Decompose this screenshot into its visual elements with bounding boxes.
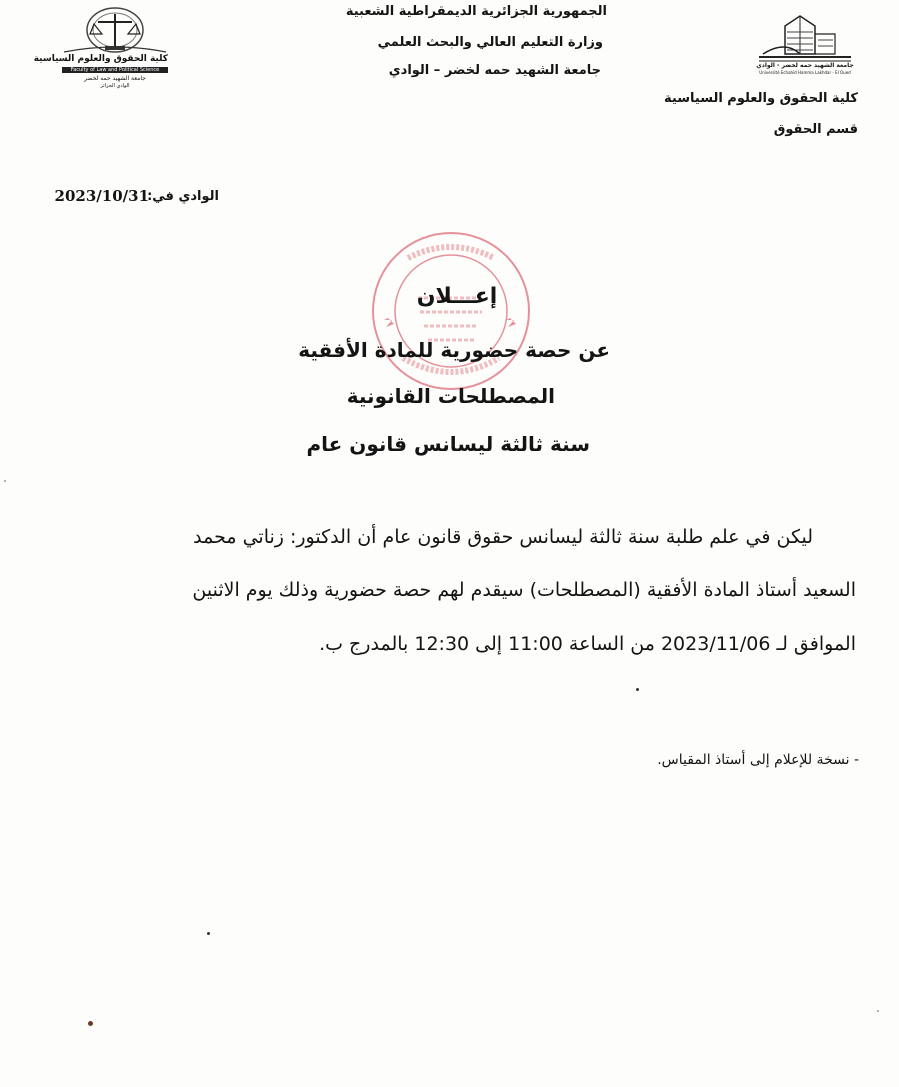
scan-speck <box>4 480 6 482</box>
scan-speck <box>88 1021 93 1026</box>
university-building-icon <box>755 4 855 66</box>
faculty-logo-text-ar: كلية الحقوق والعلوم السياسية <box>33 54 168 64</box>
announcement-title: إعـــلان <box>416 284 498 309</box>
faculty-logo-text-en: Faculty of Law and Political Science <box>62 67 168 73</box>
ministry-name: وزارة التعليم العالي والبحث العلمي <box>377 35 603 50</box>
copy-note: - نسخة للإعلام إلى أستاذ المقياس. <box>657 752 859 768</box>
announcement-line-3: سنة ثالثة ليسانس قانون عام <box>306 432 590 456</box>
announcement-line-2: المصطلحات القانونية <box>346 384 555 408</box>
body-line-2: السعيد أستاذ المادة الأفقية (المصطلحات) سيقدم لهم حصة حضورية وذلك يوم الاثنين <box>192 579 856 601</box>
faculty-logo-text-uni: جامعة الشهيد حمه لخضر <box>84 75 146 82</box>
department-name: قسم الحقوق <box>773 122 858 137</box>
scan-speck <box>207 932 210 935</box>
scan-speck <box>877 1010 879 1012</box>
announcement-line-1: عن حصة حضورية للمادة الأفقية <box>298 338 610 362</box>
university-logo-text-en: Université Echahid Hamma Lakhdar - El Oued <box>759 70 851 75</box>
faculty-logo <box>33 2 170 92</box>
body-line-3: الموافق لـ 2023/11/06 من الساعة 11:00 إلى 12:30 بالمدرج ب. <box>319 633 856 655</box>
republic-name: الجمهورية الجزائرية الديمقراطية الشعبية <box>345 4 607 19</box>
date-label: الوادي في: <box>147 189 219 204</box>
university-logo-text-ar: جامعة الشهيد حمه لخضر - الوادي <box>756 62 854 69</box>
faculty-name: كلية الحقوق والعلوم السياسية <box>664 91 858 106</box>
university-logo <box>755 4 855 78</box>
body-line-1: ليكن في علم طلبة سنة ثالثة ليسانس حقوق قانون عام أن الدكتور: زناتي محمد <box>193 526 813 548</box>
faculty-logo-text-city: الوادي الجزائر <box>100 83 130 89</box>
date-value: 2023/10/31 <box>54 187 149 205</box>
scan-speck <box>636 688 639 691</box>
official-stamp-icon <box>368 228 534 394</box>
university-name: جامعة الشهيد حمه لخضر – الوادي <box>388 63 601 78</box>
